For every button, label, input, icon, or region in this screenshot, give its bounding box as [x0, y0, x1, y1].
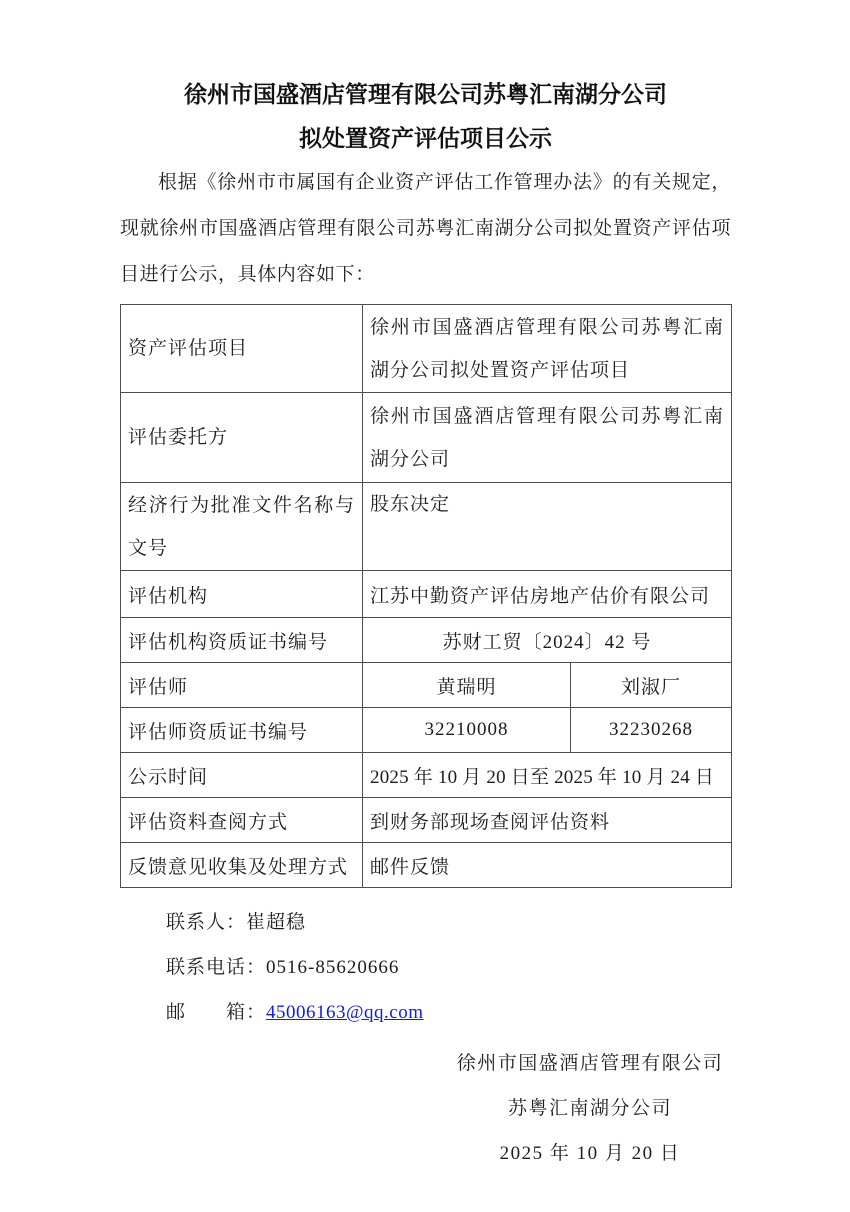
row-label: 反馈意见收集及处理方式 [121, 843, 363, 888]
row-value: 股东决定 [363, 483, 732, 571]
contact-phone-number: 0516-85620666 [266, 957, 400, 978]
contact-person-line [166, 900, 731, 945]
table-row-agency-cert [121, 618, 732, 663]
document-content [120, 72, 731, 1176]
table-row-client [121, 393, 732, 483]
contact-email-line [166, 990, 731, 1035]
table-row-appraiser-certs [121, 708, 732, 753]
row-value: 江苏中勤资产评估房地产估价有限公司 [363, 571, 732, 618]
table-row-asset-project [121, 305, 732, 393]
table-row-feedback-method [121, 843, 732, 888]
table-row-public-period [121, 753, 732, 798]
row-label: 评估师资质证书编号 [121, 708, 363, 753]
contact-person-name: 崔超稳 [246, 912, 307, 933]
row-value: 邮件反馈 [363, 843, 732, 888]
contact-person-label: 联系人： [166, 912, 247, 933]
contact-email-label: 邮 箱： [166, 1002, 267, 1023]
row-label: 评估机构资质证书编号 [121, 618, 363, 663]
row-value: 到财务部现场查阅评估资料 [363, 798, 732, 843]
contact-phone-line [166, 945, 731, 990]
document-title-line1: 徐州市国盛酒店管理有限公司苏粤汇南湖分公司 [184, 81, 667, 107]
contact-phone-label: 联系电话： [166, 957, 267, 978]
row-value: 徐州市国盛酒店管理有限公司苏粤汇南湖分公司拟处置资产评估项目 [363, 305, 732, 393]
intro-paragraph: 根据《徐州市市属国有企业资产评估工作管理办法》的有关规定，现就徐州市国盛酒店管理有限公司苏粤汇南湖分公司拟处置资产评估项目进行公示，具体内容如下： [120, 172, 731, 285]
row-value: 2025 年 10 月 20 日至 2025 年 10 月 24 日 [363, 753, 732, 798]
signature-company-line1: 徐州市国盛酒店管理有限公司 [456, 1053, 724, 1074]
contact-block [120, 900, 731, 1035]
row-label: 评估机构 [121, 571, 363, 618]
row-value: 苏财工贸〔2024〕42 号 [363, 618, 732, 663]
signature-block [449, 1041, 731, 1176]
document-title-line2: 拟处置资产评估项目公示 [299, 125, 552, 151]
row-value-cert-1: 32210008 [363, 708, 571, 753]
row-label: 资产评估项目 [121, 305, 363, 393]
row-value-cert-2: 32230268 [571, 708, 732, 753]
row-label: 经济行为批准文件名称与文号 [121, 483, 363, 571]
table-row-review-method [121, 798, 732, 843]
row-label: 公示时间 [121, 753, 363, 798]
row-label: 评估师 [121, 663, 363, 708]
announcement-table [120, 304, 732, 888]
row-label: 评估委托方 [121, 393, 363, 483]
table-row-approval-doc [121, 483, 732, 571]
row-value-appraiser-2: 刘淑厂 [571, 663, 732, 708]
table-row-agency [121, 571, 732, 618]
row-label: 评估资料查阅方式 [121, 798, 363, 843]
signature-date: 2025 年 10 月 20 日 [499, 1143, 681, 1164]
signature-company-line2: 苏粤汇南湖分公司 [507, 1098, 672, 1119]
table-row-appraisers [121, 663, 732, 708]
row-value: 徐州市国盛酒店管理有限公司苏粤汇南湖分公司 [363, 393, 732, 483]
row-value-appraiser-1: 黄瑞明 [363, 663, 571, 708]
contact-email-link[interactable]: 45006163@qq.com [266, 1002, 424, 1023]
